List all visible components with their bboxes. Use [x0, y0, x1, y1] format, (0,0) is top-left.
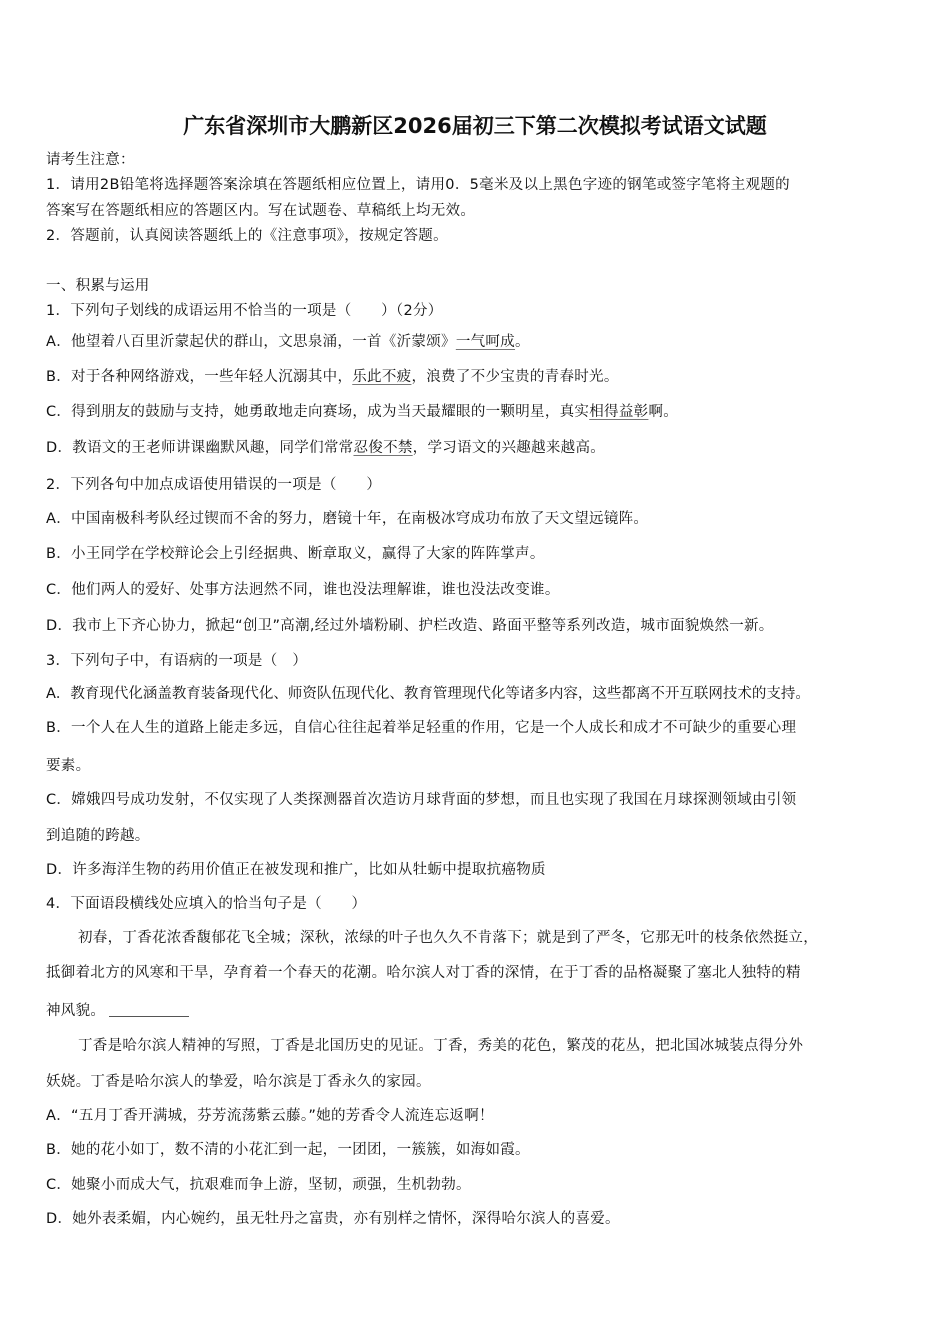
option-text: C．得到朋友的鼓励与支持，她勇敢地走向赛场，成为当天最耀眼的一颗明星，真实	[46, 404, 590, 420]
question-3-option-d: D．许多海洋生物的药用价值正在被发现和推广，比如从牡蛎中提取抗癌物质	[46, 862, 546, 878]
passage-text: 神风貌。	[46, 1003, 106, 1019]
option-text: 啊。	[648, 404, 679, 420]
underlined-idiom: 乐此不疲	[352, 369, 412, 385]
question-3-option-c-cont: 到追随的跨越。	[46, 828, 150, 844]
question-2-option-d: D．我市上下齐心协力，掀起“创卫”高潮,经过外墙粉刷、护栏改造、路面平整等系列改造，城市面貌焕然一新。	[46, 618, 774, 634]
passage-paragraph-2-cont: 妖娆。丁香是哈尔滨人的挚爱，哈尔滨是丁香永久的家园。	[46, 1074, 431, 1090]
question-2-option-b: B．小王同学在学校辩论会上引经据典、断章取义，赢得了大家的阵阵掌声。	[46, 546, 545, 562]
question-3-option-b-cont: 要素。	[46, 758, 91, 774]
question-4-option-d: D．她外表柔媚，内心婉约，虽无牡丹之富贵，亦有别样之情怀，深得哈尔滨人的喜爱。	[46, 1211, 620, 1227]
notice-item-1-cont: 答案写在答题纸相应的答题区内。写在试题卷、草稿纸上均无效。	[46, 203, 476, 219]
question-3-option-a: A．教育现代化涵盖教育装备现代化、师资队伍现代化、教育管理现代化等诸多内容，这些都离不开互联网技术的支持。	[46, 686, 810, 702]
question-2-stem: 2．下列各句中加点成语使用错误的一项是（ ）	[46, 477, 382, 493]
question-1-option-c	[46, 402, 678, 422]
question-3-option-c: C．嫦娥四号成功发射，不仅实现了人类探测器首次造访月球背面的梦想，而且也实现了我国在月球探测领域由引领	[46, 792, 797, 808]
section-heading: 一、积累与运用	[46, 278, 150, 294]
passage-paragraph-1: 初春，丁香花浓香馥郁花飞全城；深秋，浓绿的叶子也久久不肯落下；就是到了严冬，它那无叶的枝条依然挺立，	[78, 930, 818, 946]
question-4-option-b: B．她的花小如丁，数不清的小花汇到一起，一团团，一簇簇，如海如霞。	[46, 1142, 530, 1158]
underlined-idiom: 一气呵成	[455, 334, 516, 350]
option-text: ，浪费了不少宝贵的青春时光。	[411, 369, 619, 385]
question-1-option-a	[46, 332, 530, 352]
page-title: 广东省深圳市大鹏新区2026届初三下第二次模拟考试语文试题	[183, 114, 767, 138]
question-4-option-c: C．她聚小而成大气，抗艰难而争上游，坚韧，顽强，生机勃勃。	[46, 1177, 471, 1193]
question-2-option-a: A．中国南极科考队经过锲而不舍的努力，磨镜十年，在南极冰穹成功布放了天文望远镜阵。	[46, 511, 649, 527]
option-text: D．教语文的王老师讲课幽默风趣，同学们常常	[46, 440, 354, 456]
question-3-stem: 3．下列句子中，有语病的一项是（ ）	[46, 653, 308, 669]
question-3-option-b: B．一个人在人生的道路上能走多远，自信心往往起着举足轻重的作用，它是一个人成长和成才不可缺少的重要心理	[46, 720, 797, 736]
option-text: B．对于各种网络游戏，一些年轻人沉溺其中，	[46, 369, 353, 385]
passage-paragraph-1-cont: 抵御着北方的风寒和干旱，孕育着一个春天的花潮。哈尔滨人对丁香的深情，在于丁香的品格凝聚了塞北人独特的精	[46, 965, 801, 981]
notice-item-2: 2．答题前，认真阅读答题纸上的《注意事项》，按规定答题。	[46, 228, 448, 244]
fill-in-blank	[109, 1016, 189, 1017]
underlined-idiom: 忍俊不禁	[353, 440, 413, 456]
option-text: ，学习语文的兴趣越来越高。	[412, 440, 606, 456]
question-1-stem: 1．下列句子划线的成语运用不恰当的一项是（ ）（2分）	[46, 303, 443, 319]
underlined-idiom: 相得益彰	[589, 404, 649, 420]
passage-paragraph-2: 丁香是哈尔滨人精神的写照，丁香是北国历史的见证。丁香，秀美的花色，繁茂的花丛，把北国冰城装点得分外	[78, 1038, 804, 1054]
option-text: 。	[515, 334, 530, 350]
option-text: A．他望着八百里沂蒙起伏的群山，文思泉涌，一首《沂蒙颂》	[46, 334, 456, 350]
notice-heading: 请考生注意：	[46, 152, 135, 168]
question-4-stem: 4．下面语段横线处应填入的恰当句子是（ ）	[46, 896, 367, 912]
question-1-option-b	[46, 367, 619, 387]
question-1-option-d	[46, 438, 605, 458]
passage-paragraph-1-end	[46, 1001, 189, 1021]
question-2-option-c: C．他们两人的爱好、处事方法迥然不同，谁也没法理解谁，谁也没法改变谁。	[46, 582, 560, 598]
notice-item-1: 1．请用2B铅笔将选择题答案涂填在答题纸相应位置上，请用0．5毫米及以上黑色字迹的钢笔或签字笔将主观题的	[46, 177, 790, 193]
question-4-option-a: A．“五月丁香开满城，芬芳流荡紫云藤。”她的芳香令人流连忘返啊！	[46, 1108, 494, 1124]
